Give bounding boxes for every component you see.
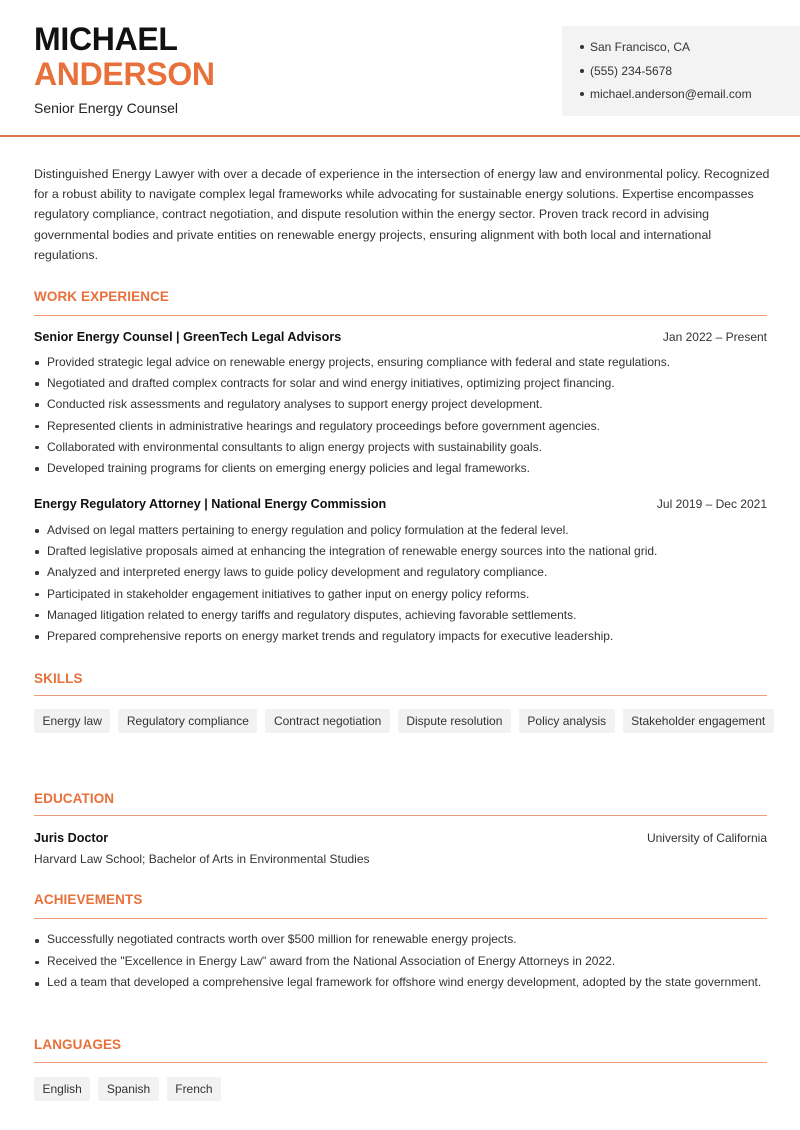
section-title-languages: LANGUAGES	[34, 1037, 122, 1052]
skills-list	[34, 709, 774, 733]
skill-chip: Policy analysis	[519, 709, 615, 733]
skill-chip: Dispute resolution	[398, 709, 511, 733]
contact-location: San Francisco, CA	[580, 38, 800, 62]
job-title-1: Senior Energy Counsel | GreenTech Legal Advisors	[34, 330, 342, 344]
list-item: Provided strategic legal advice on renewable energy projects, ensuring compliance with federal and state regulations.	[34, 352, 774, 373]
list-item: Drafted legislative proposals aimed at enhancing the integration of renewable energy sources into the national grid.	[34, 541, 774, 562]
list-item: Collaborated with environmental consultants to align energy projects with sustainability goals.	[34, 437, 774, 458]
job-dates-1: Jan 2022 – Present	[662, 330, 767, 344]
list-item: Received the "Excellence in Energy Law" award from the National Association of Energy Attorneys in 2022.	[34, 952, 774, 972]
contact-list	[580, 38, 800, 109]
list-item: Participated in stakeholder engagement initiatives to gather input on energy policy reforms.	[34, 584, 774, 605]
section-divider	[34, 815, 767, 816]
first-name: MICHAEL	[34, 21, 178, 57]
resume-header	[0, 0, 800, 137]
section-title-achievements: ACHIEVEMENTS	[34, 892, 143, 907]
section-title-work-experience: WORK EXPERIENCE	[34, 289, 170, 304]
list-item: Managed litigation related to energy tariffs and regulatory disputes, achieving favorable settlements.	[34, 605, 774, 626]
job-dates-2: Jul 2019 – Dec 2021	[656, 497, 767, 511]
section-divider	[34, 695, 767, 696]
job-title-subtitle: Senior Energy Counsel	[34, 100, 178, 116]
list-item: Prepared comprehensive reports on energy market trends and regulatory impacts for executive leadership.	[34, 626, 774, 647]
section-title-skills: SKILLS	[34, 671, 83, 686]
last-name: ANDERSON	[34, 56, 215, 92]
job-1-bullets	[34, 352, 774, 479]
list-item: Led a team that developed a comprehensive legal framework for offshore wind energy development, adopted by the state government.	[34, 973, 774, 993]
list-item: Conducted risk assessments and regulatory analyses to support energy project development.	[34, 394, 774, 415]
list-item: Represented clients in administrative hearings and regulatory proceedings before government agencies.	[34, 416, 774, 437]
language-chip: Spanish	[98, 1077, 158, 1101]
section-divider	[34, 918, 767, 919]
list-item: Developed training programs for clients on emerging energy policies and legal frameworks.	[34, 458, 774, 479]
skill-chip: Energy law	[34, 709, 110, 733]
section-title-education: EDUCATION	[34, 791, 115, 806]
skill-chip: Regulatory compliance	[118, 709, 257, 733]
education-detail: Harvard Law School; Bachelor of Arts in Environmental Studies	[34, 852, 370, 866]
section-divider	[34, 1062, 767, 1063]
list-item: Advised on legal matters pertaining to energy regulation and policy formulation at the federal level.	[34, 520, 774, 541]
professional-summary: Distinguished Energy Lawyer with over a decade of experience in the intersection of energy law and environmental policy. Recognized for a robust ability to navigate complex legal frameworks while advocating for sustainable energy solutions. Expertise encompasses regulatory compliance, contract negotiation, and dispute resolution within the energy sector. Proven track record in advising governmental bodies and private entities on renewable energy projects, ensuring alignment with both local and international regulations.	[34, 167, 770, 262]
list-item: Successfully negotiated contracts worth over $500 million for renewable energy projects.	[34, 930, 774, 950]
section-divider	[34, 315, 767, 316]
education-school: University of California	[646, 831, 767, 845]
contact-phone: (555) 234-5678	[580, 62, 800, 86]
languages-list	[34, 1077, 774, 1101]
list-item: Negotiated and drafted complex contracts for solar and wind energy initiatives, optimizing project financing.	[34, 373, 774, 394]
candidate-name	[34, 22, 215, 92]
language-chip: French	[167, 1077, 221, 1101]
education-degree: Juris Doctor	[34, 831, 109, 845]
contact-email[interactable]: michael.anderson@email.com	[580, 85, 800, 109]
job-title-2: Energy Regulatory Attorney | National Energy Commission	[34, 497, 387, 511]
achievements-list	[34, 930, 774, 995]
contact-box	[562, 26, 800, 116]
skill-chip: Contract negotiation	[265, 709, 389, 733]
skill-chip: Stakeholder engagement	[623, 709, 774, 733]
job-2-bullets	[34, 520, 774, 647]
language-chip: English	[34, 1077, 90, 1101]
list-item: Analyzed and interpreted energy laws to guide policy development and regulatory compliance.	[34, 562, 774, 583]
